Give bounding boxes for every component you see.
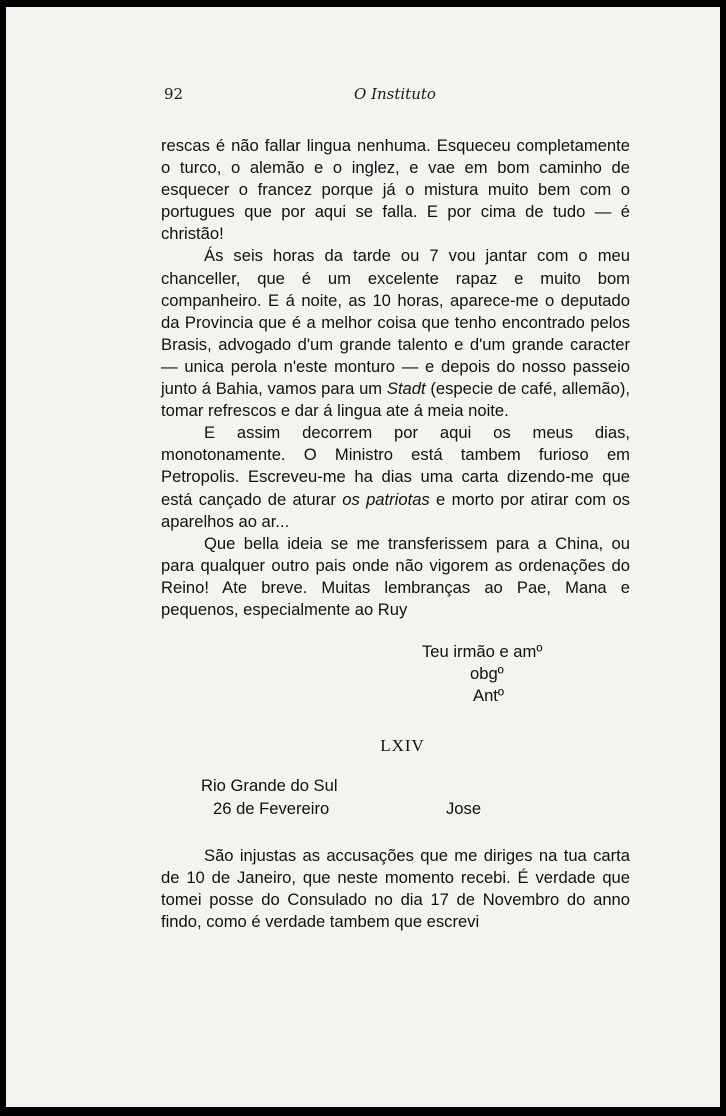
paragraph [161,245,630,422]
signature-block [161,641,630,713]
letter-recipient: Jose [446,799,482,819]
paragraph-text: E assim decorrem por aqui os meus dias, monotonamente. O Ministro está tambem furioso em Petropolis. Escreveu-me ha dias uma carta dizendo-me que está cançado de aturar [161,423,630,509]
letter-heading [161,775,630,825]
paragraph: Que bella ideia se me transferissem para a China, ou para qualquer outro pais onde não vigorem as ordenações do Reino! Ate breve. Muitas lembranças ao Pae, Mana e pequenos, especialmente ao Ruy [161,533,630,619]
letter-number: LXIV [380,736,425,756]
signature-line: Antº [473,686,504,706]
italic-phrase: os patriotas [342,489,430,509]
letter-date: 26 de Fevereiro [213,799,330,819]
signature-line: Teu irmão e amº [422,642,543,662]
letter-place: Rio Grande do Sul [201,776,338,796]
running-title: O Instituto [354,85,436,103]
paragraph-text: Ás seis horas da tarde ou 7 vou jantar com o meu chanceller, que é um excelente rapaz e muito bom companheiro. E á noite, as 10 horas, aparece-me o deputado da Provincia que é a melhor coisa que tenho encontrado pelos Brasis, advogado d'um grande talento e d'um grande caracter — unica perola n'este monturo — e depois do nosso passeio junto á Bahia, vamos para um [161,246,630,399]
paragraph-text: e morto por atirar com os aparelhos ao ar... [161,489,630,531]
paragraph: rescas é não fallar lingua nenhuma. Esqueceu completamente o turco, o alemão e o inglez, e vae em bom caminho de esquecer o francez porque já o mistura muito bem com o portugues que por aqui se falla. E por cima de tudo — é christão! [161,136,630,244]
page-number: 92 [164,85,184,103]
page-header [6,85,720,107]
paragraph [161,422,630,532]
italic-word: Stadt [386,379,426,399]
paragraph-text: (especie de café, allemão), tomar refrescos e dar á lingua ate á meia noite. [161,379,631,421]
paragraph: São injustas as accusações que me diriges na tua carta de 10 de Janeiro, que neste momento recebi. É verdade que tomei posse do Consulado no dia 17 de Novembro do anno findo, como é verdade tambem que escrevi [161,846,630,932]
page-body [161,135,630,934]
signature-line: obgº [470,664,504,684]
book-page [6,7,720,1107]
